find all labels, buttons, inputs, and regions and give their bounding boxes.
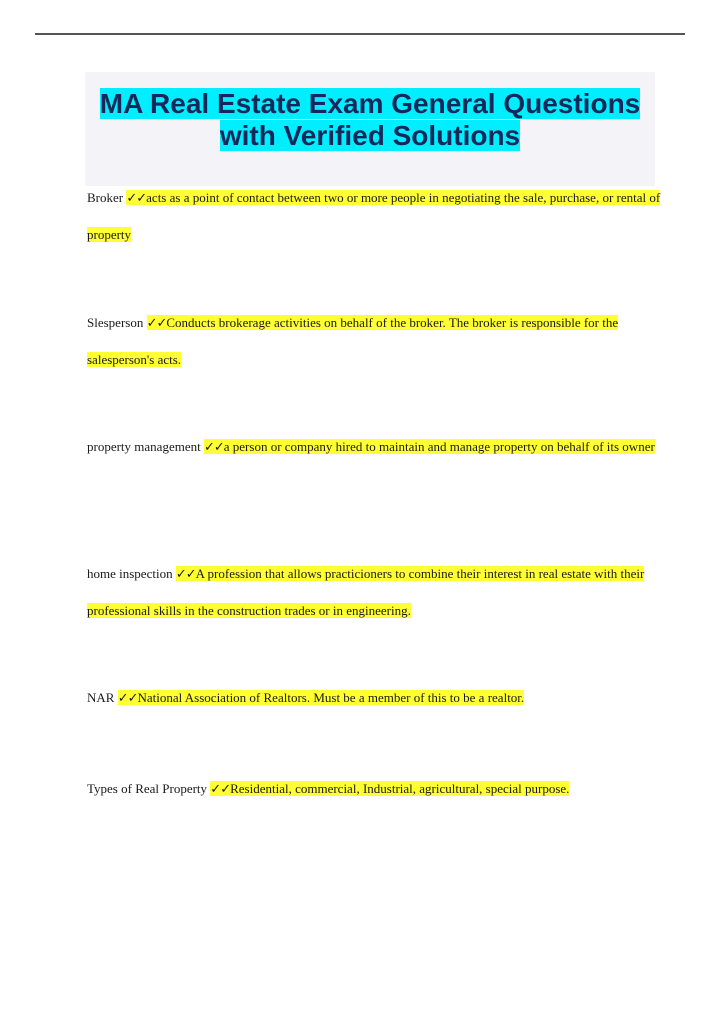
qa-item-types-of-real-property xyxy=(87,771,662,808)
qa-answer xyxy=(204,439,655,454)
qa-answer xyxy=(210,781,569,796)
double-check-icon: ✓✓ xyxy=(210,782,231,797)
qa-item-broker xyxy=(87,180,662,253)
qa-definition: acts as a point of contact between two or more people in negotiating the sale, purchase, or rental of property xyxy=(87,190,661,242)
document-title xyxy=(85,88,655,152)
qa-term: Broker xyxy=(87,190,124,205)
qa-definition: Conducts brokerage activities on behalf of the broker. The broker is responsible for the salesperson's acts. xyxy=(87,315,619,367)
qa-term: NAR xyxy=(87,690,115,705)
qa-item-nar xyxy=(87,680,662,717)
double-check-icon: ✓✓ xyxy=(203,440,224,455)
qa-term: home inspection xyxy=(87,566,173,581)
qa-item-property-management xyxy=(87,429,662,466)
title-line-1: MA Real Estate Exam General Questions xyxy=(99,88,641,119)
double-check-icon: ✓✓ xyxy=(175,567,196,582)
qa-item-home-inspection xyxy=(87,556,662,629)
double-check-icon: ✓✓ xyxy=(126,191,147,206)
qa-answer xyxy=(118,690,524,705)
qa-definition: A profession that allows practicioners to combine their interest in real estate with their professional skills in the construction trades or in engineering. xyxy=(87,566,645,618)
qa-term: property management xyxy=(87,439,201,454)
qa-item-salesperson xyxy=(87,305,662,378)
qa-term: Slesperson xyxy=(87,315,144,330)
qa-definition: a person or company hired to maintain and manage property on behalf of its owner xyxy=(223,439,655,454)
header-rule xyxy=(35,33,685,35)
double-check-icon: ✓✓ xyxy=(117,691,138,706)
qa-answer xyxy=(87,190,660,242)
qa-answer xyxy=(87,315,618,367)
qa-term: Types of Real Property xyxy=(87,781,208,796)
qa-definition: National Association of Realtors. Must be a member of this to be a realtor. xyxy=(137,690,525,705)
double-check-icon: ✓✓ xyxy=(146,316,167,331)
title-line-2: with Verified Solutions xyxy=(219,120,521,151)
qa-definition: Residential, commercial, Industrial, agricultural, special purpose. xyxy=(230,781,570,796)
